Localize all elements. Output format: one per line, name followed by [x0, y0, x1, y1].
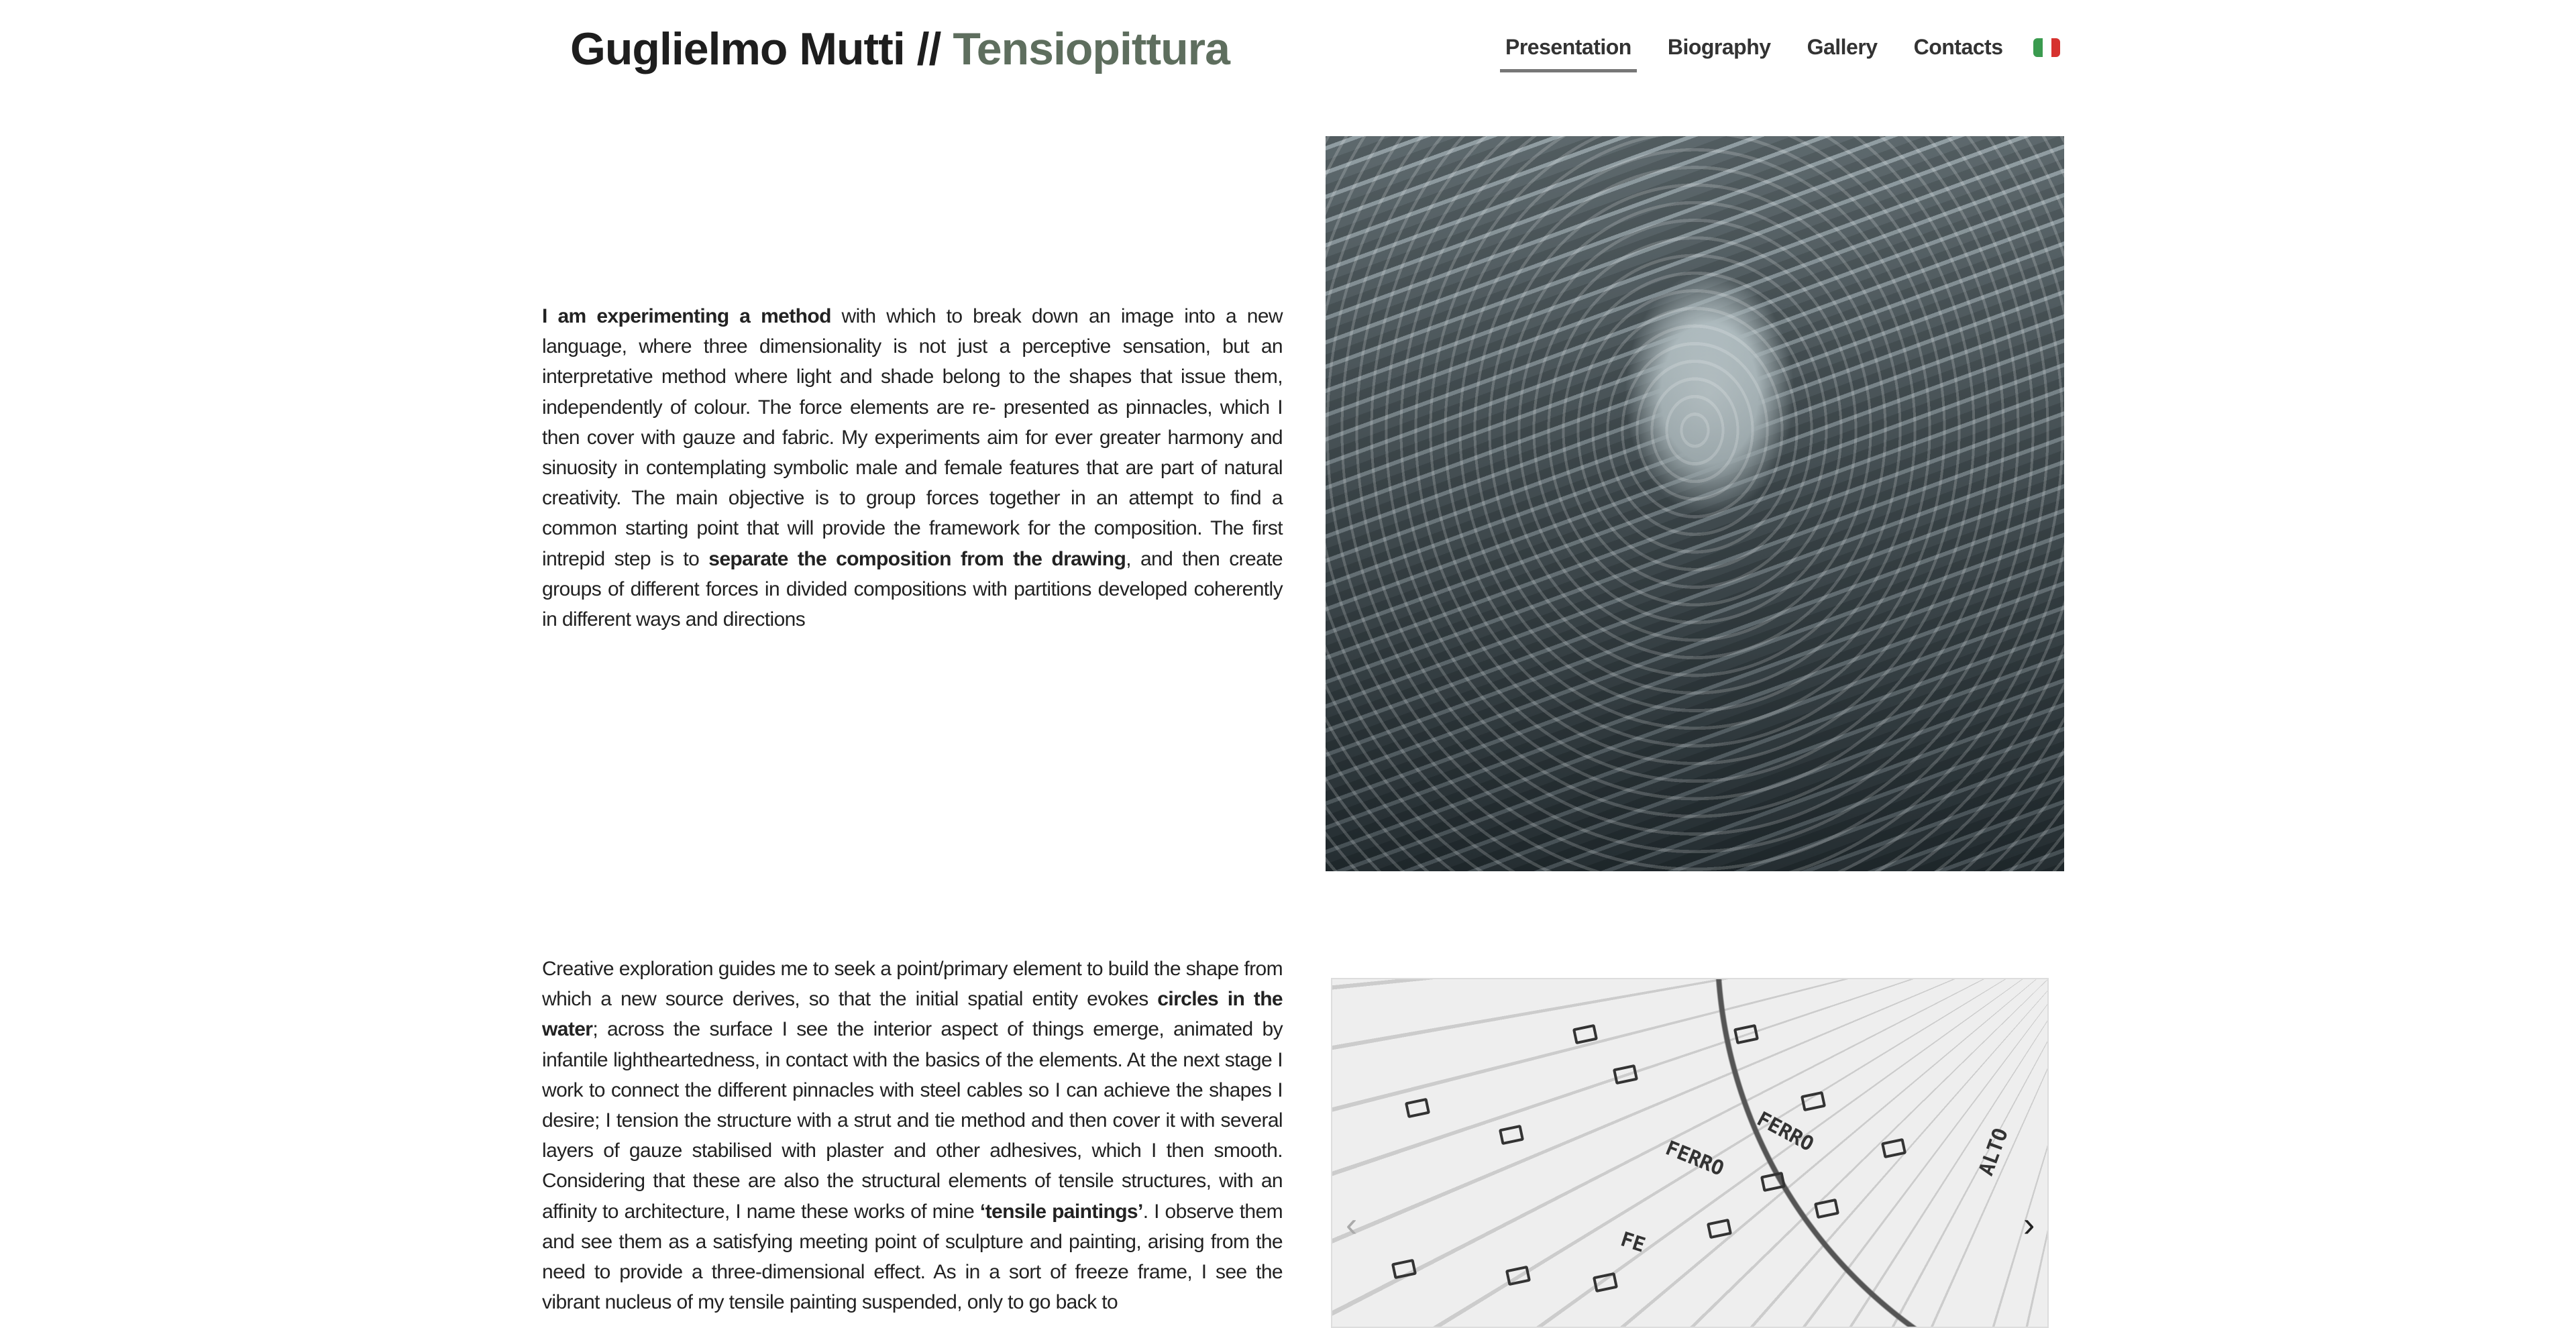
- sketch-carousel: [1331, 978, 2049, 1328]
- italian-flag-icon[interactable]: [2033, 38, 2060, 57]
- text: . I observe them and see them as a satisfying meeting point of sculpture and painting, arising from the need to provide a three-dimensional effect. As in a sort of freeze frame, I see the vibrant nucleus of my tensile painting suspended, only to go back to: [542, 1200, 1283, 1314]
- text: , and then create groups of different forces in divided compositions with partitions developed coherently in different ways and directions: [542, 547, 1283, 631]
- text: ; across the surface I see the interior aspect of things emerge, animated by infantile lightheartedness, in contact with the basics of the elements. At the next stage I work to connect the different pinnacles with steel cables so I can achieve the shapes I desire; I tension the structure with a strut and tie method and then cover it with several layers of gauze stabilised with plaster and other adhesives, which I then smooth. Considering that these are also the structural elements of tensile structures, with an affinity to architecture, I name these works of mine: [542, 1018, 1283, 1223]
- nav-gallery[interactable]: Gallery: [1807, 35, 1878, 59]
- nav-presentation[interactable]: Presentation: [1500, 35, 1637, 72]
- site-title[interactable]: [570, 23, 1230, 75]
- sketch-image: [1332, 979, 2047, 1327]
- carousel-next-button[interactable]: ›: [2023, 1205, 2035, 1244]
- site-subtitle: Tensiopittura: [953, 23, 1230, 74]
- bold-text: circles in the water: [542, 988, 1283, 1041]
- carousel-prev-button[interactable]: ‹: [1346, 1205, 1358, 1244]
- sketch-word-ferro: FERRO: [1753, 1107, 1818, 1157]
- sketch-word-ferro: FERRO: [1662, 1136, 1727, 1181]
- text: with which to break down an image into a new language, where three dimensionality is not just a perceptive sensation, but an interpretative method where light and shade belong to the shapes that issue them, independently of colour. The force elements are re- presented as pinnacles, which I then cover with gauze and fabric. My experiments aim for ever greater harmony and sinuosity in contemplating symbolic male and female features that are part of natural creativity. The main objective is to group forces together in an attempt to find a common starting point that will provide the framework for the composition. The first intrepid step is to: [542, 305, 1283, 570]
- sketch-word-fe: FE: [1617, 1227, 1648, 1258]
- nav-contacts[interactable]: Contacts: [1913, 35, 2003, 59]
- artist-name: Guglielmo Mutti //: [570, 23, 941, 74]
- bold-text: I am experimenting a method: [542, 305, 831, 327]
- bold-text: separate the composition from the drawing: [708, 547, 1126, 570]
- presentation-paragraph-2: [542, 954, 1283, 1317]
- main-nav: [1500, 35, 2060, 72]
- presentation-paragraph-1: [542, 301, 1283, 634]
- sketch-word-alto: ALTO: [1974, 1125, 2013, 1179]
- text: Creative exploration guides me to seek a point/primary element to build the shape from which a new source derives, so that the initial spatial entity evokes: [542, 958, 1283, 1011]
- nav-biography[interactable]: Biography: [1667, 35, 1771, 59]
- architecture-photo: [1326, 136, 2064, 871]
- bold-text: ‘tensile paintings’: [979, 1200, 1143, 1223]
